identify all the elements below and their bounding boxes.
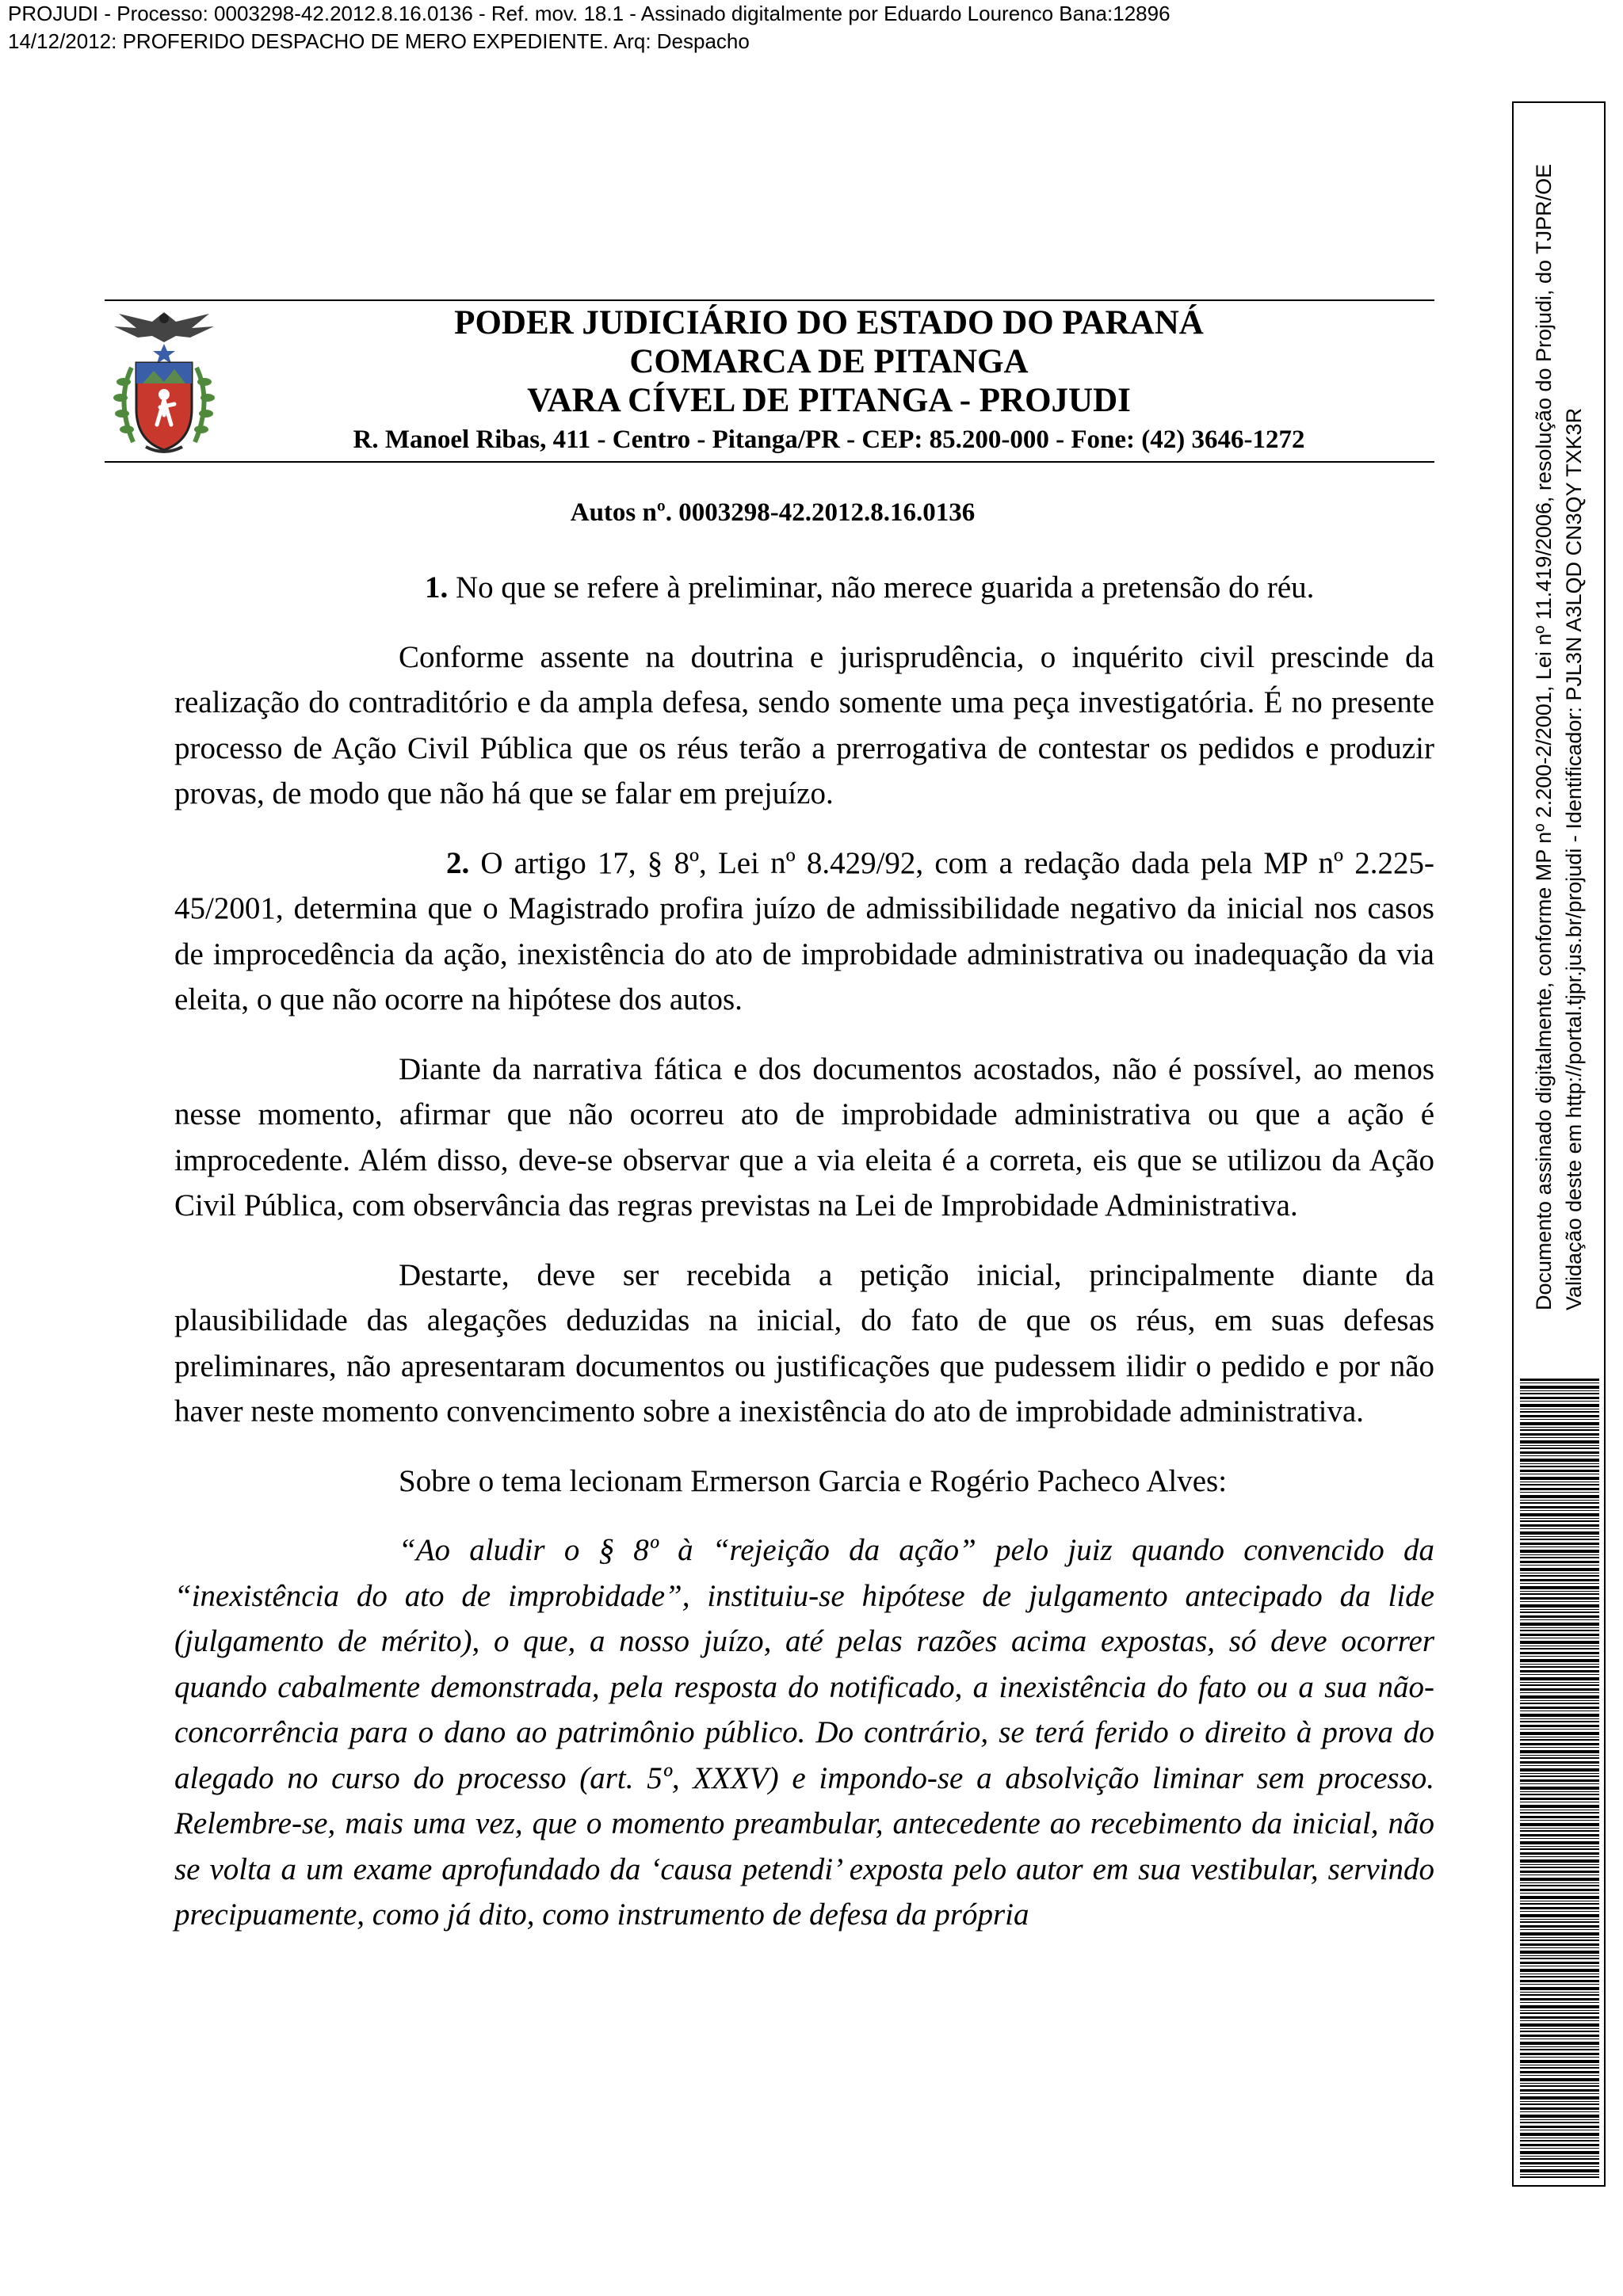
- document-metadata: [8, 0, 1170, 55]
- metadata-line-2: 14/12/2012: PROFERIDO DESPACHO DE MERO EXPEDIENTE. Arq: Despacho: [8, 29, 750, 53]
- paragraph-5: Destarte, deve ser recebida a petição inicial, principalmente diante da plausibilidade das alegações deduzidas na inicial, do fato de que os réus, em suas defesas preliminares, não apresentaram documentos ou justificações que pudessem ilidir o pedido e por não haver neste momento convencimento sobre a inexistência do ato de improbidade administrativa.: [174, 1257, 1434, 1428]
- parana-coat-of-arms-icon: [105, 306, 223, 456]
- document-body: [174, 565, 1434, 1938]
- paragraph-4: Diante da narrativa fática e dos documentos acostados, não é possível, ao menos nesse momento, afirmar que não ocorreu ato de improbidade administrativa ou que a ação é improcedente. Além disso, deve-se observar que a via eleita é a correta, eis que se utilizou da Ação Civil Pública, com observância das regras previstas na Lei de Improbidade Administrativa.: [174, 1051, 1434, 1222]
- paragraph-3-text: O artigo 17, § 8º, Lei nº 8.429/92, com a redação dada pela MP nº 2.225-45/2001, determina que o Magistrado profira juízo de admissibilidade negativo da inicial nos casos de improcedência da ação, inexistência do ato de improbidade administrativa ou inadequação da via eleita, o que não ocorre na hipótese dos autos.: [174, 845, 1434, 1016]
- barcode-icon: [1520, 1379, 1599, 2179]
- item-number-2: 2.: [446, 845, 470, 880]
- paragraph-6: Sobre o tema lecionam Ermerson Garcia e Rogério Pacheco Alves:: [399, 1463, 1228, 1498]
- letterhead: [105, 299, 1434, 463]
- metadata-line-1: PROJUDI - Processo: 0003298-42.2012.8.16.0136 - Ref. mov. 18.1 - Assinado digitalmente por Eduardo Lourenco Bana:12896: [8, 2, 1170, 25]
- signature-sidebar: [1512, 101, 1606, 2187]
- court-branch: VARA CÍVEL DE PITANGA - PROJUDI: [527, 382, 1131, 419]
- district-name: COMARCA DE PITANGA: [629, 343, 1029, 380]
- item-number-1: 1.: [425, 570, 449, 605]
- court-address: R. Manoel Ribas, 411 - Centro - Pitanga/PR - CEP: 85.200-000 - Fone: (42) 3646-1272: [353, 425, 1305, 454]
- paragraph-1: [174, 565, 1434, 611]
- paragraph-2: Conforme assente na doutrina e jurisprudência, o inquérito civil prescinde da realização do contraditório e da ampla defesa, sendo somente uma peça investigatória. É no presente processo de Ação Civil Pública que os réus terão a prerrogativa de contestar os pedidos e produzir provas, de modo que não há que se falar em prejuízo.: [174, 639, 1434, 810]
- paragraph-3: [174, 841, 1434, 1023]
- paragraph-1-text: No que se refere à preliminar, não merece guarida a pretensão do réu.: [456, 570, 1315, 605]
- case-number: Autos nº. 0003298-42.2012.8.16.0136: [570, 498, 976, 527]
- signature-notice: Documento assinado digitalmente, conforme MP nº 2.200-2/2001, Lei nº 11.419/2006, resolução do Projudi, do TJPR/OE: [1532, 163, 1556, 1310]
- letterhead-text: [223, 301, 1434, 457]
- validation-notice: Validação deste em http://portal.tjpr.jus.br/projudi - Identificador: PJL3N A3LQD CN3QY TXK3R: [1562, 407, 1586, 1310]
- quotation: “Ao aludir o § 8º à “rejeição da ação” pelo juiz quando convencido da “inexistência do ato de improbidade”, instituiu-se hipótese de julgamento antecipado da lide (julgamento de mérito), o que, a nosso juízo, até pelas razões acima expostas, só deve ocorrer quando cabalmente demonstrada, pela resposta do notificado, a inexistência do fato ou a sua não-concorrência para o dano ao patrimônio público. Do contrário, se terá ferido o direito à prova do alegado no curso do processo (art. 5º, XXXV) e impondo-se a absolvição liminar sem processo. Relembre-se, mais uma vez, que o momento preambular, antecedente ao recebimento da inicial, não se volta a um exame aprofundado da ‘causa petendi’ exposta pelo autor em sua vestibular, servindo precipuamente, como já dito, como instrumento de defesa da própria: [174, 1533, 1434, 1932]
- court-name: PODER JUDICIÁRIO DO ESTADO DO PARANÁ: [454, 304, 1204, 341]
